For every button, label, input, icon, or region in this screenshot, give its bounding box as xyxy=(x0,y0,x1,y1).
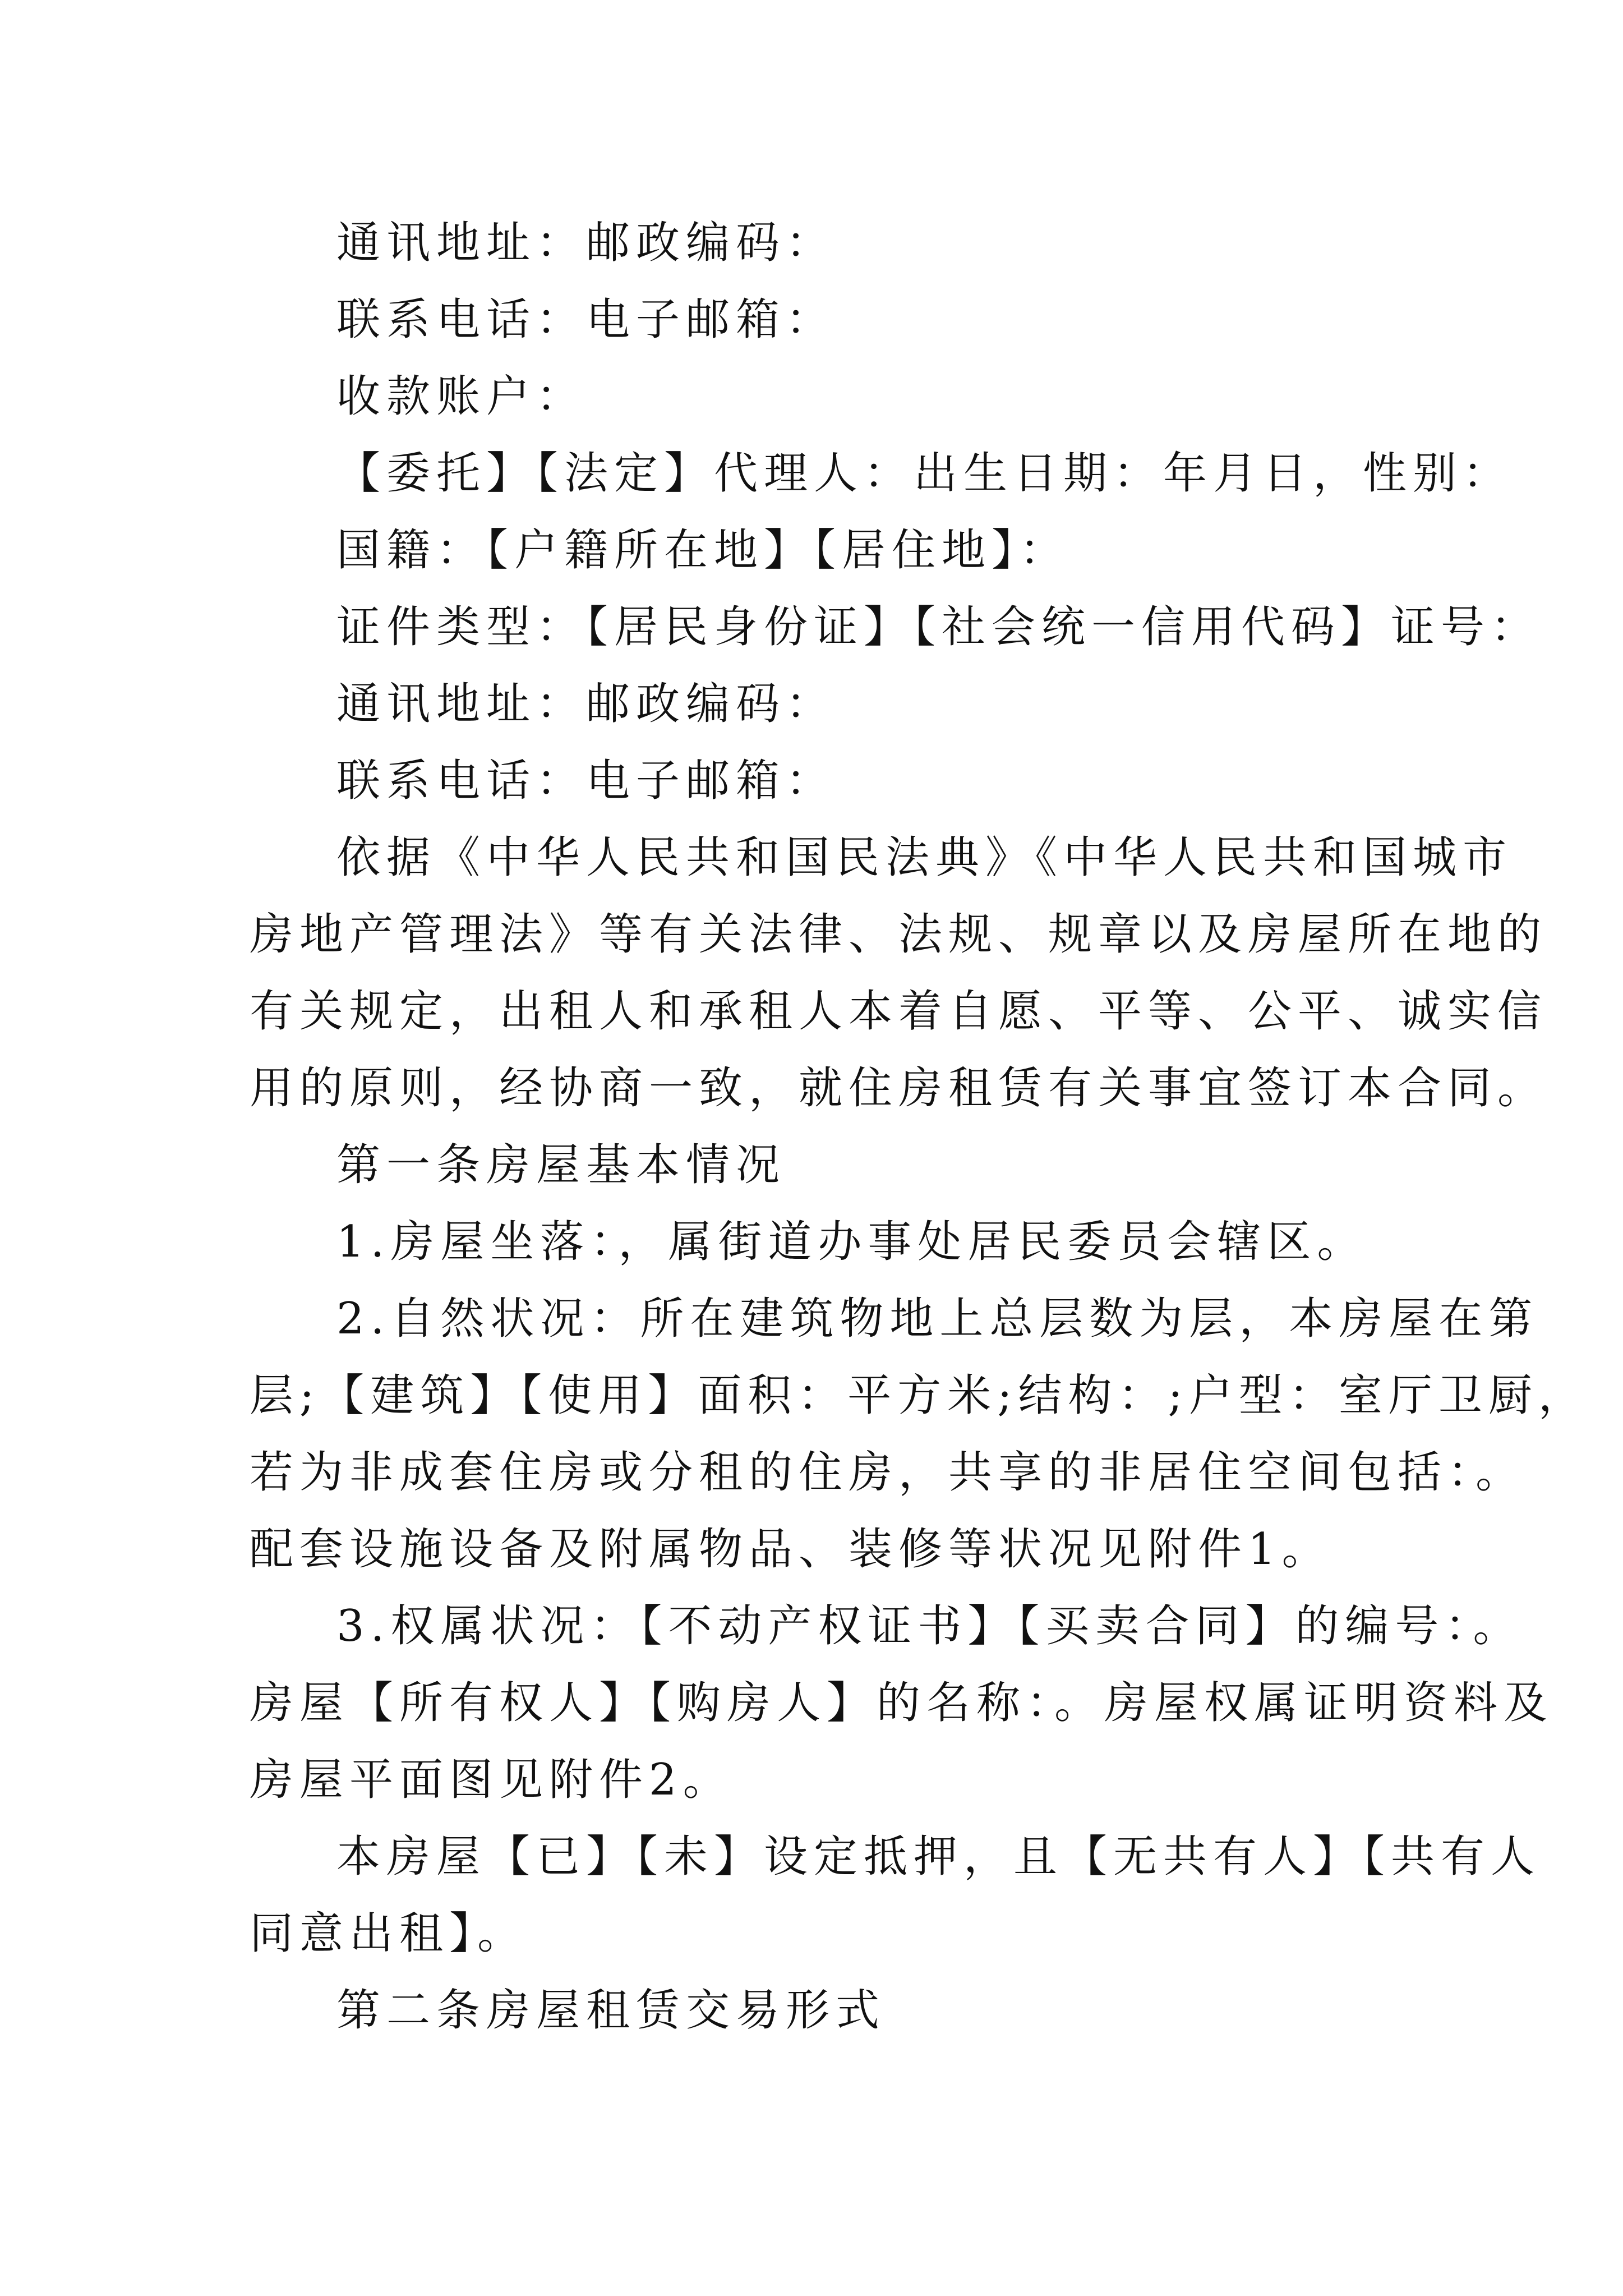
agent-line: 【委托】【法定】代理人：出生日期：年月日，性别： xyxy=(336,448,1513,499)
preamble-line-1: 依据《中华人民共和国民法典》《中华人民共和国城市 xyxy=(336,832,1513,883)
payee-account-line: 收款账户： xyxy=(336,371,587,422)
contact-phone-line: 联系电话：电子邮箱： xyxy=(336,295,836,345)
ownership-line-2: 房屋【所有权人】【购房人】的名称：。房屋权属证明资料及 xyxy=(250,1678,1554,1728)
article-2-heading: 第二条房屋租赁交易形式 xyxy=(336,1985,886,2036)
preamble-line-3: 有关规定，出租人和承租人本着自愿、平等、公平、诚实信 xyxy=(250,986,1548,1037)
agent-phone-line: 联系电话：电子邮箱： xyxy=(336,756,836,806)
natural-condition-line-1: 2.自然状况：所在建筑物地上总层数为层，本房屋在第 xyxy=(336,1294,1539,1344)
mortgage-line-1: 本房屋【已】【未】设定抵押，且【无共有人】【共有人 xyxy=(336,1832,1541,1882)
contact-address-line: 通讯地址：邮政编码： xyxy=(336,218,836,268)
nationality-line: 国籍：【户籍所在地】【居住地】： xyxy=(336,525,1070,576)
agent-address-line: 通讯地址：邮政编码： xyxy=(336,679,836,729)
id-type-line: 证件类型：【居民身份证】【社会统一信用代码】证号： xyxy=(336,602,1541,652)
ownership-line-1: 3.权属状况：【不动产权证书】【买卖合同】的编号：。 xyxy=(336,1601,1523,1651)
ownership-line-3: 房屋平面图见附件2。 xyxy=(250,1755,733,1805)
natural-condition-line-4: 配套设施设备及附属物品、装修等状况见附件1。 xyxy=(250,1524,1332,1575)
natural-condition-line-3: 若为非成套住房或分租的住房，共享的非居住空间包括：。 xyxy=(250,1447,1526,1498)
preamble-line-2: 房地产管理法》等有关法律、法规、规章以及房屋所在地的 xyxy=(250,909,1548,960)
location-clause: 1.房屋坐落：，属街道办事处居民委员会辖区。 xyxy=(336,1217,1367,1267)
natural-condition-line-2: 层;【建筑】【使用】面积：平方米;结构：;户型：室厅卫厨， xyxy=(250,1370,1588,1421)
preamble-line-4: 用的原则，经协商一致，就住房租赁有关事宜签订本合同。 xyxy=(250,1063,1548,1114)
article-1-heading: 第一条房屋基本情况 xyxy=(336,1140,786,1190)
mortgage-line-2: 同意出租】。 xyxy=(250,1908,528,1959)
